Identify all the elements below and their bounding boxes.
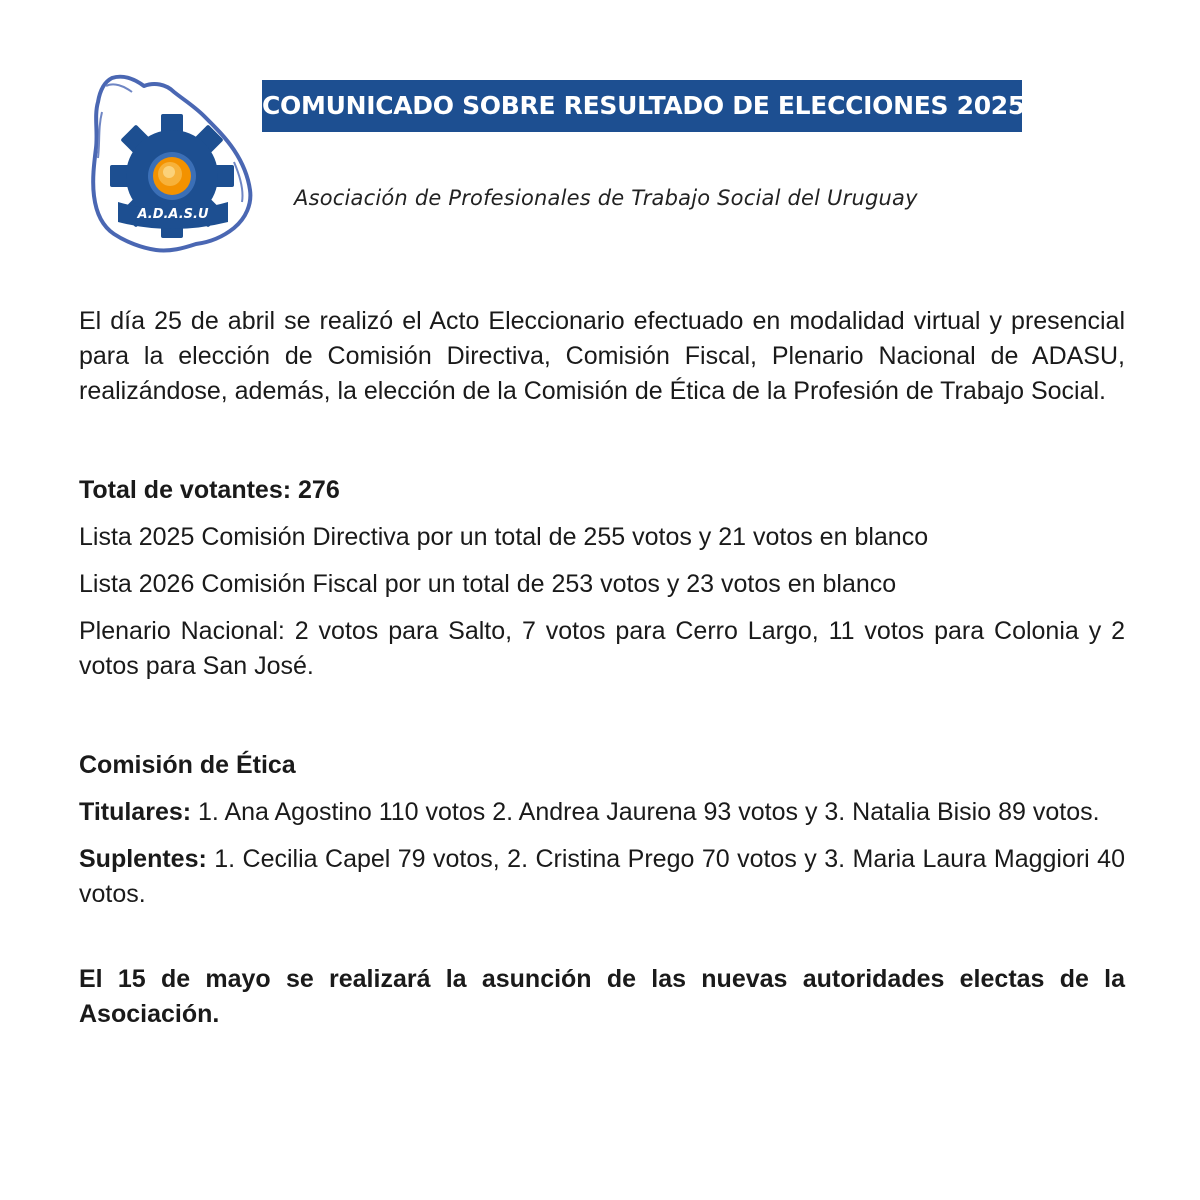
announcement-body <box>79 304 1125 1032</box>
plenario-result: Plenario Nacional: 2 votos para Salto, 7 votos para Cerro Largo, 11 votos para Colonia y 2 votos para San José. <box>79 617 1125 680</box>
uruguay-map-gear-icon <box>84 72 256 256</box>
suplentes-text: 1. Cecilia Capel 79 votos, 2. Cristina Prego 70 votos y 3. Maria Laura Maggiori 40 votos. <box>79 845 1125 908</box>
organization-subtitle: Asociación de Profesionales de Trabajo Social del Uruguay <box>294 186 918 210</box>
total-votantes: Total de votantes: 276 <box>79 476 340 504</box>
suplentes-label: Suplentes: <box>79 845 207 873</box>
etica-title: Comisión de Ética <box>79 751 296 779</box>
suplentes-paragraph <box>79 842 1125 912</box>
closing-statement: El 15 de mayo se realizará la asunción de las nuevas autoridades electas de la Asociación. <box>79 965 1125 1028</box>
lista-2026-result: Lista 2026 Comisión Fiscal por un total de 253 votos y 23 votos en blanco <box>79 570 897 598</box>
titulares-paragraph <box>79 795 1125 830</box>
titulares-label: Titulares: <box>79 798 192 826</box>
adasu-logo <box>84 72 256 256</box>
titulares-text: 1. Ana Agostino 110 votos 2. Andrea Jaurena 93 votos y 3. Natalia Bisio 89 votos. <box>191 798 1100 826</box>
lista-2025-result: Lista 2025 Comisión Directiva por un total de 255 votos y 21 votos en blanco <box>79 523 929 551</box>
intro-paragraph: El día 25 de abril se realizó el Acto Eleccionario efectuado en modalidad virtual y presencial para la elección de Comisión Directiva, Comisión Fiscal, Plenario Nacional de ADASU, realizándose, además, la elección de la Comisión de Ética de la Profesión de Trabajo Social. <box>79 307 1125 405</box>
page-title: COMUNICADO SOBRE RESULTADO DE ELECCIONES 2025 <box>262 80 1022 132</box>
logo-text: A.D.A.S.U <box>137 207 209 222</box>
